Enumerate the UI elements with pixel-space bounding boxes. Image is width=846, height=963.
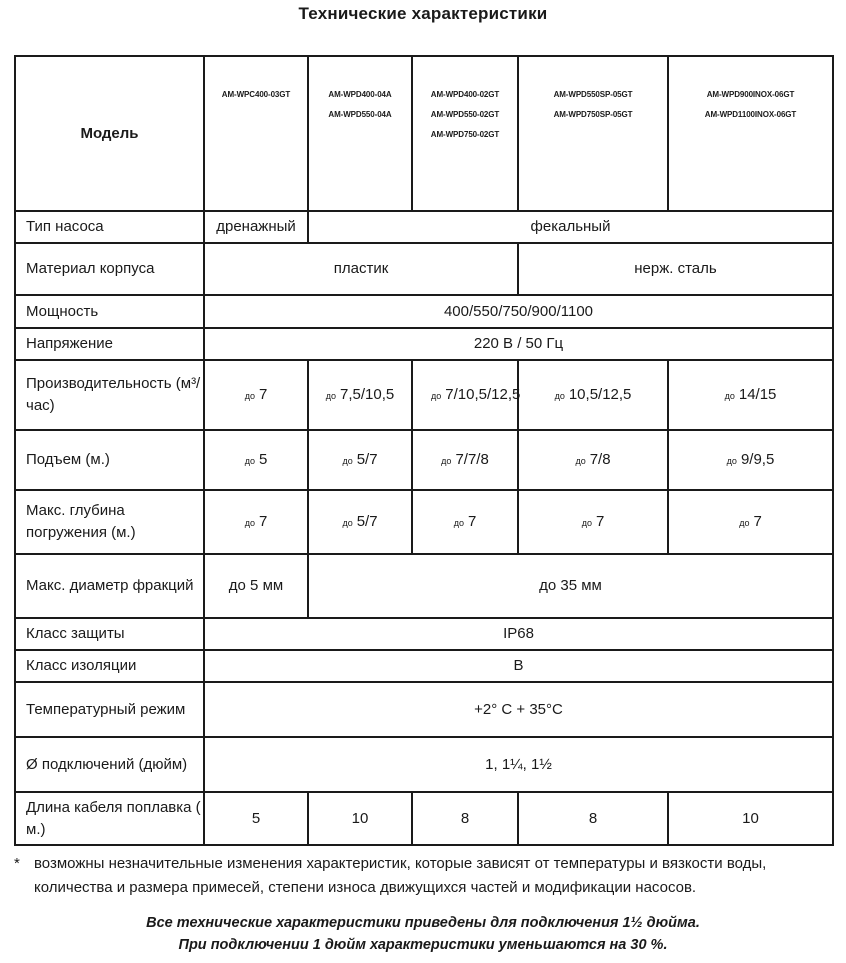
cell-value: 400/550/750/900/1100 [204,295,833,328]
table-row-body-material [15,243,833,295]
cell-value: 10 [668,792,833,845]
page-title: Технические характеристики [298,4,548,23]
cell-value: +2° С + 35°С [204,682,833,737]
cell-value: 8 [412,792,518,845]
cell-value: фекальный [308,211,833,243]
model-cell [518,56,668,211]
cell-value: до 5/7 [308,430,412,490]
table-row-insulation [15,650,833,682]
cell-value: 8 [518,792,668,845]
row-label: Мощность [15,295,204,328]
model-cell [204,56,308,211]
cell-value: 220 В / 50 Гц [204,328,833,360]
footnote-star: * [14,855,20,872]
cell-value: до 7 [412,490,518,554]
table-row-power [15,295,833,328]
table-row-connection [15,737,833,792]
cell-value: 1, 1¼, 1½ [204,737,833,792]
row-label: Класс защиты [15,618,204,650]
cell-value: 10 [308,792,412,845]
row-label: Макс. глубина погружения (м.) [15,490,204,554]
cell-value: до 7 [204,360,308,430]
cell-value: до 7 [204,490,308,554]
cell-value: до 5 [204,430,308,490]
row-label: Ø подключений (дюйм) [15,737,204,792]
cell-value: нерж. сталь [518,243,833,295]
cell-value: B [204,650,833,682]
row-label: Длина кабеля поплавка ( м.) [15,792,204,845]
row-label: Тип насоса [15,211,204,243]
row-label: Макс. диаметр фракций [15,554,204,618]
table-row-temperature [15,682,833,737]
connection-note-line2: При подключении 1 дюйм характеристики уменьшаются на 30 %. [178,937,668,953]
cell-value: до 5/7 [308,490,412,554]
cell-value: до 7,5/10,5 [308,360,412,430]
cell-value: до 35 мм [308,554,833,618]
model-cell [308,56,412,211]
row-label: Напряжение [15,328,204,360]
row-label: Производительность (м³/час) [15,360,204,430]
cell-value: до 7/7/8 [412,430,518,490]
connection-note [0,912,846,956]
table-row-depth [15,490,833,554]
model-name: AM-WPD900INOX-06GT [706,90,795,99]
cell-value: до 7 [668,490,833,554]
table-row-model [15,56,833,211]
model-cell [668,56,833,211]
row-label: Материал корпуса [15,243,204,295]
cell-value: до 7/8 [518,430,668,490]
cell-value: дренажный [204,211,308,243]
cell-value: до 7/10,5/12,5 [412,360,518,430]
row-label: Класс изоляции [15,650,204,682]
row-label: Температурный режим [15,682,204,737]
cell-value: до 9/9,5 [668,430,833,490]
cell-value: IP68 [204,618,833,650]
model-name: AM-WPD550SP-05GT [553,90,633,99]
model-cell [412,56,518,211]
table-row-voltage [15,328,833,360]
connection-note-line1: Все технические характеристики приведены для подключения 1½ дюйма. [146,915,700,931]
model-name: AM-WPD550-02GT [430,110,500,119]
table-row-cable [15,792,833,845]
footnote-text: возможны незначительные изменения характеристик, которые зависят от температуры и вязкости воды, количества и размера примесей, степени износа движущихся частей и модификации насосов. [34,855,767,896]
footnote [14,852,824,900]
model-name: AM-WPD400-04A [328,90,392,99]
model-name: AM-WPD750-02GT [430,130,500,139]
cell-value: пластик [204,243,518,295]
row-label: Подъем (м.) [15,430,204,490]
table-row-fraction [15,554,833,618]
model-name: AM-WPD400-02GT [430,90,500,99]
model-name: AM-WPC400-03GT [221,90,291,99]
table-row-lift [15,430,833,490]
cell-value: до 5 мм [204,554,308,618]
cell-value: 5 [204,792,308,845]
cell-value: до 14/15 [668,360,833,430]
model-name: AM-WPD550-04A [328,110,392,119]
table-row-pump-type [15,211,833,243]
table-row-protection [15,618,833,650]
model-name: AM-WPD750SP-05GT [553,110,633,119]
table-row-capacity [15,360,833,430]
model-header-label: Модель [15,56,204,211]
model-name: AM-WPD1100INOX-06GT [704,110,797,119]
cell-value: до 10,5/12,5 [518,360,668,430]
cell-value: до 7 [518,490,668,554]
specifications-table [14,55,834,846]
